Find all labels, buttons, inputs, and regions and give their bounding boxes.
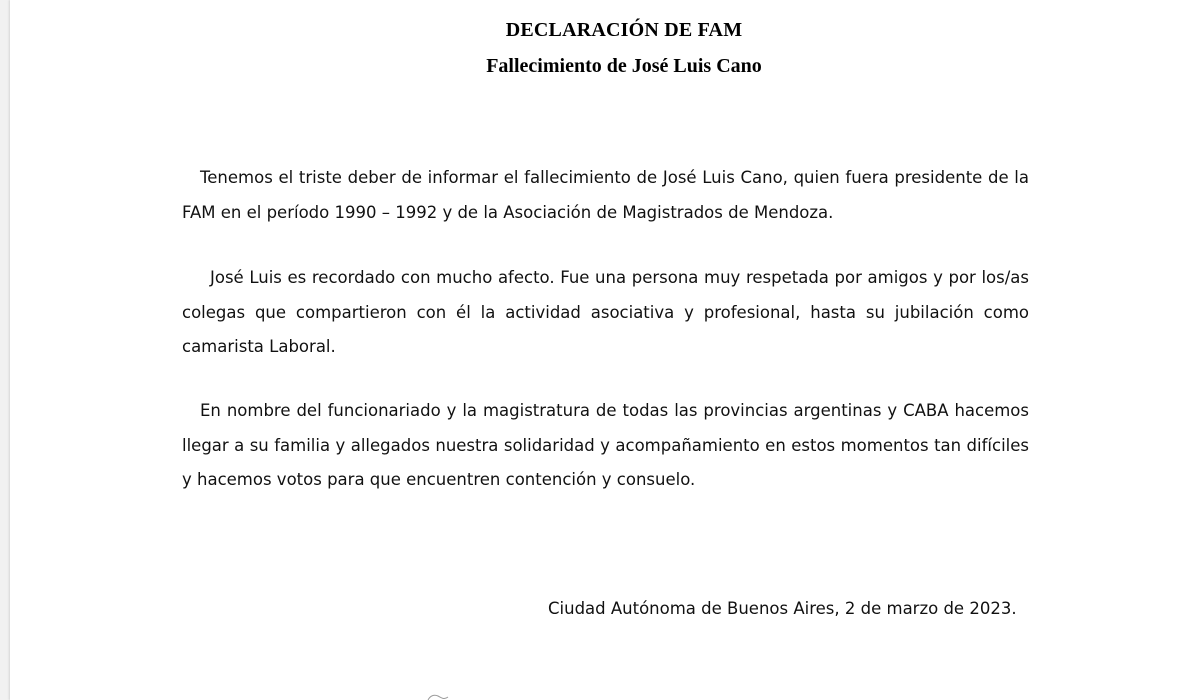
signature-fragment bbox=[420, 690, 460, 700]
paragraph-condolences: En nombre del funcionariado y la magistratura de todas las provincias argentinas y CABA hacemos llegar a su familia y allegados nuestra solidaridad y acompañamiento en estos momentos tan difíciles y hacemos votos para que encuentren contención y consuelo. bbox=[182, 401, 1029, 489]
place-and-date: Ciudad Autónoma de Buenos Aires, 2 de marzo de 2023. bbox=[548, 599, 1017, 618]
document-page bbox=[10, 0, 1200, 700]
paragraph-announcement: Tenemos el triste deber de informar el fallecimiento de José Luis Cano, quien fuera presidente de la FAM en el período 1990 – 1992 y de la Asociación de Magistrados de Mendoza. bbox=[182, 168, 1029, 222]
paragraph-remembrance: José Luis es recordado con mucho afecto. Fue una persona muy respetada por amigos y por los/as colegas que compartieron con él la actividad asociativa y profesional, hasta su jubilación como camarista Laboral. bbox=[182, 268, 1029, 356]
document-subheading: Fallecimiento de José Luis Cano bbox=[486, 55, 762, 77]
document-heading: DECLARACIÓN DE FAM bbox=[505, 19, 743, 41]
